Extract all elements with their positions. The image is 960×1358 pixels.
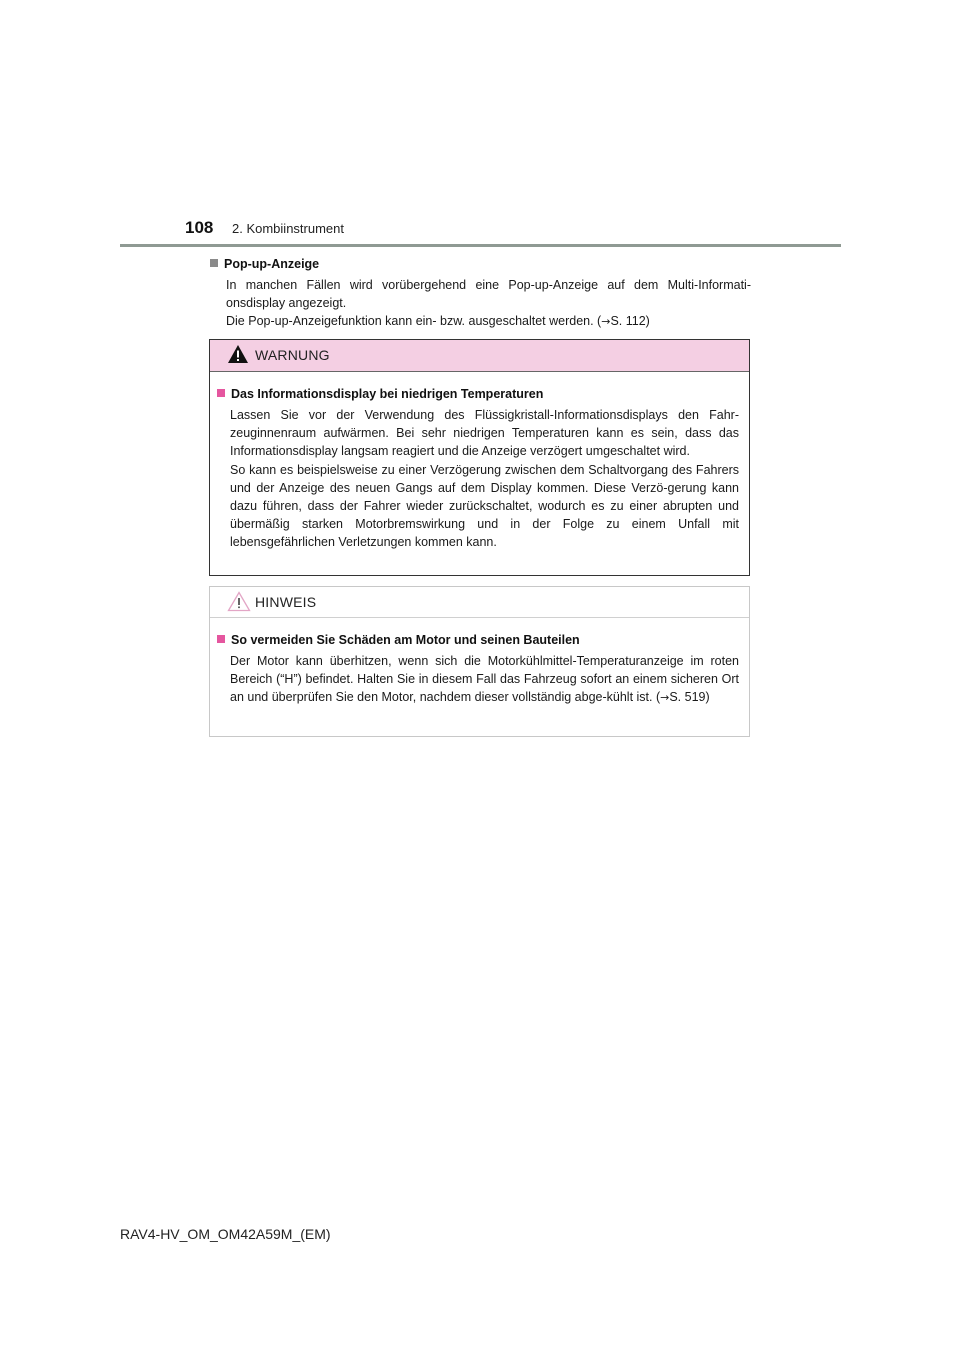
popup-body — [226, 276, 751, 332]
popup-heading — [210, 255, 751, 273]
popup-page-ref[interactable]: S. 112) — [610, 314, 650, 329]
popup-line2-text: Die Pop-up-Anzeigefunktion kann ein- bzw. ausgeschaltet werden. ( — [226, 314, 602, 329]
pink-square-bullet-icon — [217, 389, 225, 397]
section-title: 2. Kombiinstrument — [232, 221, 344, 236]
header-rule — [120, 244, 841, 247]
caution-triangle-outline-icon — [227, 591, 251, 612]
popup-heading-text: Pop-up-Anzeige — [224, 257, 320, 271]
warning-text — [230, 406, 739, 552]
popup-line1: In manchen Fällen wird vorübergehend eine Pop-up-Anzeige auf dem Multi-Informati-onsdisplay angezeigt. — [226, 278, 751, 311]
hint-box — [209, 586, 750, 737]
warning-title: WARNUNG — [255, 347, 330, 363]
hint-para1 — [230, 652, 739, 708]
warning-header — [210, 340, 749, 372]
warning-triangle-icon — [227, 344, 249, 364]
warning-para2: So kann es beispielsweise zu einer Verzögerung zwischen dem Schaltvorgang des Fahrers und der Anzeige des neuen Gangs auf dem Display kommen. Diese Verzö-gerung kann dazu führen, dass der Fahrer wieder zurückschaltet, wodurch es zu einer abrupten und übermäßig starken Motorbremswirkung und in der Folge zu einem Unfall mit lebensgefährlichen Verletzungen kommen kann. — [230, 462, 739, 550]
pink-square-bullet-icon — [217, 635, 225, 643]
hint-heading-text: So vermeiden Sie Schäden am Motor und seinen Bauteilen — [231, 633, 580, 647]
page-number: 108 — [185, 218, 214, 237]
popup-section — [210, 255, 751, 332]
popup-line2 — [226, 312, 751, 331]
gray-square-bullet-icon — [210, 259, 218, 267]
arrow-right-icon: → — [601, 315, 611, 329]
hint-para1-text: Der Motor kann überhitzen, wenn sich die Motorkühlmittel-Temperaturanzeige im roten Bereich (“H”) befindet. Halten Sie in diesem Fall das Fahrzeug sofort an einem sicheren Ort an und überprüfen Sie den Motor, nachdem dieser vollständig abge-kühlt ist. ( — [230, 654, 739, 705]
hint-body — [210, 618, 749, 708]
manual-code: RAV4-HV_OM_OM42A59M_(EM) — [120, 1226, 331, 1242]
hint-header — [210, 587, 749, 618]
warning-body — [210, 372, 749, 552]
arrow-right-icon: → — [660, 691, 670, 705]
warning-heading — [217, 385, 739, 403]
hint-page-ref[interactable]: S. 519) — [669, 690, 710, 705]
warning-heading-text: Das Informationsdisplay bei niedrigen Temperaturen — [231, 387, 544, 401]
hint-heading — [217, 631, 739, 649]
hint-text — [230, 652, 739, 708]
warning-para1: Lassen Sie vor der Verwendung des Flüssigkristall-Informationsdisplays den Fahr-zeuginnenraum aufwärmen. Bei sehr niedrigen Temperaturen kann es sein, dass das Informationsdisplay langsam reagiert und die Anzeige verzögert umgeschaltet wird. — [230, 408, 739, 459]
warning-box — [209, 339, 750, 576]
hint-title: HINWEIS — [255, 594, 317, 610]
